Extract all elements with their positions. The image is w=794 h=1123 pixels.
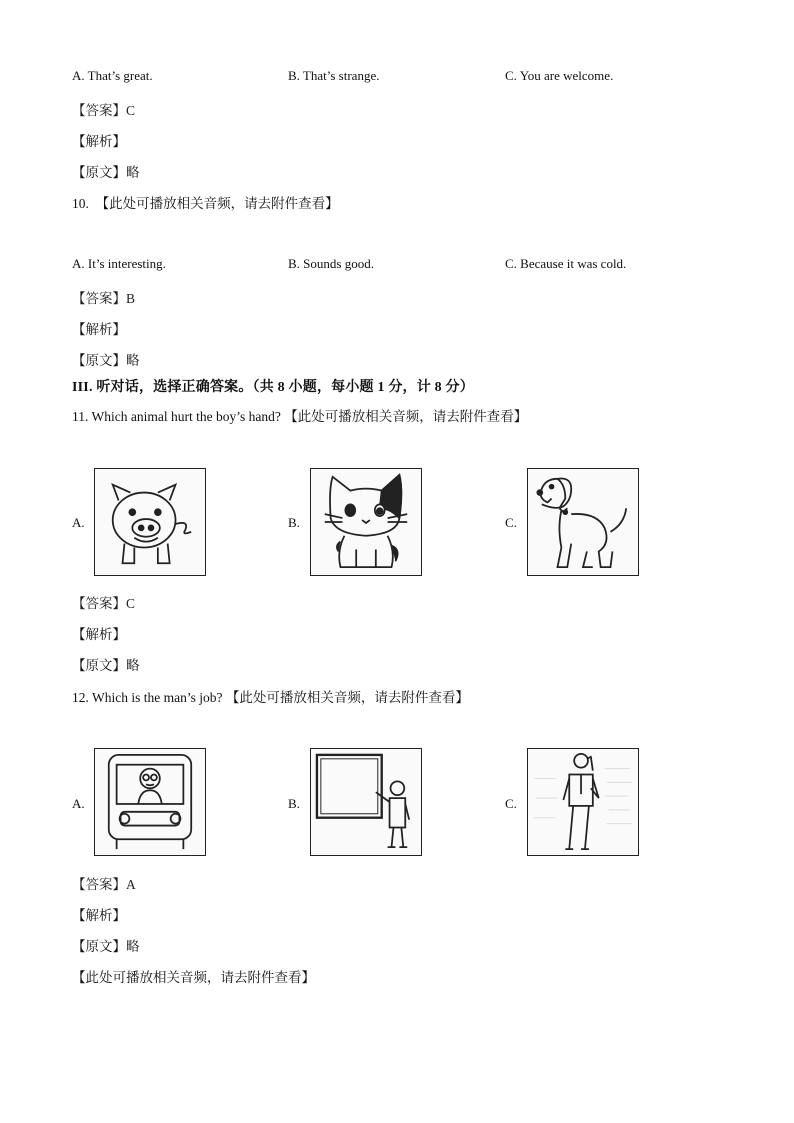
q11-original: 【原文】略 <box>72 658 140 673</box>
q12-analysis: 【解析】 <box>72 908 126 923</box>
q10-stem: 10. 【此处可播放相关音频，请去附件查看】 <box>72 196 339 211</box>
q9-option-c: C. You are welcome. <box>505 68 614 83</box>
q12-picture-c-man-on-phone <box>527 748 639 856</box>
audio-placeholder: 【此处可播放相关音频，请去附件查看】 <box>72 970 315 985</box>
q12-stem: 12. Which is the man’s job? 【此处可播放相关音频，请去附件查看】 <box>72 690 469 705</box>
q12-label-a: A. <box>72 796 85 811</box>
cat-icon <box>311 469 421 575</box>
q9-answer: 【答案】C <box>72 103 136 118</box>
q11-analysis: 【解析】 <box>72 627 126 642</box>
q12-picture-b-teacher <box>310 748 422 856</box>
q11-picture-c-dog <box>527 468 639 576</box>
q9-analysis: 【解析】 <box>72 134 126 149</box>
q12-answer: 【答案】A <box>72 877 136 892</box>
q12-label-c: C. <box>505 796 517 811</box>
q11-picture-b-cat <box>310 468 422 576</box>
q12-label-b: B. <box>288 796 300 811</box>
q11-answer: 【答案】C <box>72 596 136 611</box>
q11-label-a: A. <box>72 515 85 530</box>
q10-option-c: C. Because it was cold. <box>505 256 627 271</box>
section-heading: III. 听对话，选择正确答案。（共 8 小题，每小题 1 分，计 8 分） <box>72 380 474 395</box>
q10-answer: 【答案】B <box>72 291 136 306</box>
man-on-phone-icon <box>528 749 638 855</box>
q10-option-a: A. It’s interesting. <box>72 256 166 271</box>
q9-option-b: B. That’s strange. <box>288 68 380 83</box>
q10-original: 【原文】略 <box>72 353 140 368</box>
q11-label-b: B. <box>288 515 300 530</box>
q12-original: 【原文】略 <box>72 939 140 954</box>
pig-icon <box>95 469 205 575</box>
q9-original: 【原文】略 <box>72 165 140 180</box>
q11-stem: 11. Which animal hurt the boy’s hand? 【此处可播放相关音频，请去附件查看】 <box>72 409 528 424</box>
q11-label-c: C. <box>505 515 517 530</box>
q12-picture-a-bus-driver <box>94 748 206 856</box>
bus-driver-icon <box>95 749 205 855</box>
teacher-icon <box>311 749 421 855</box>
q10-option-b: B. Sounds good. <box>288 256 374 271</box>
q9-option-a: A. That’s great. <box>72 68 153 83</box>
dog-icon <box>528 469 638 575</box>
q11-picture-a-pig <box>94 468 206 576</box>
q10-analysis: 【解析】 <box>72 322 126 337</box>
